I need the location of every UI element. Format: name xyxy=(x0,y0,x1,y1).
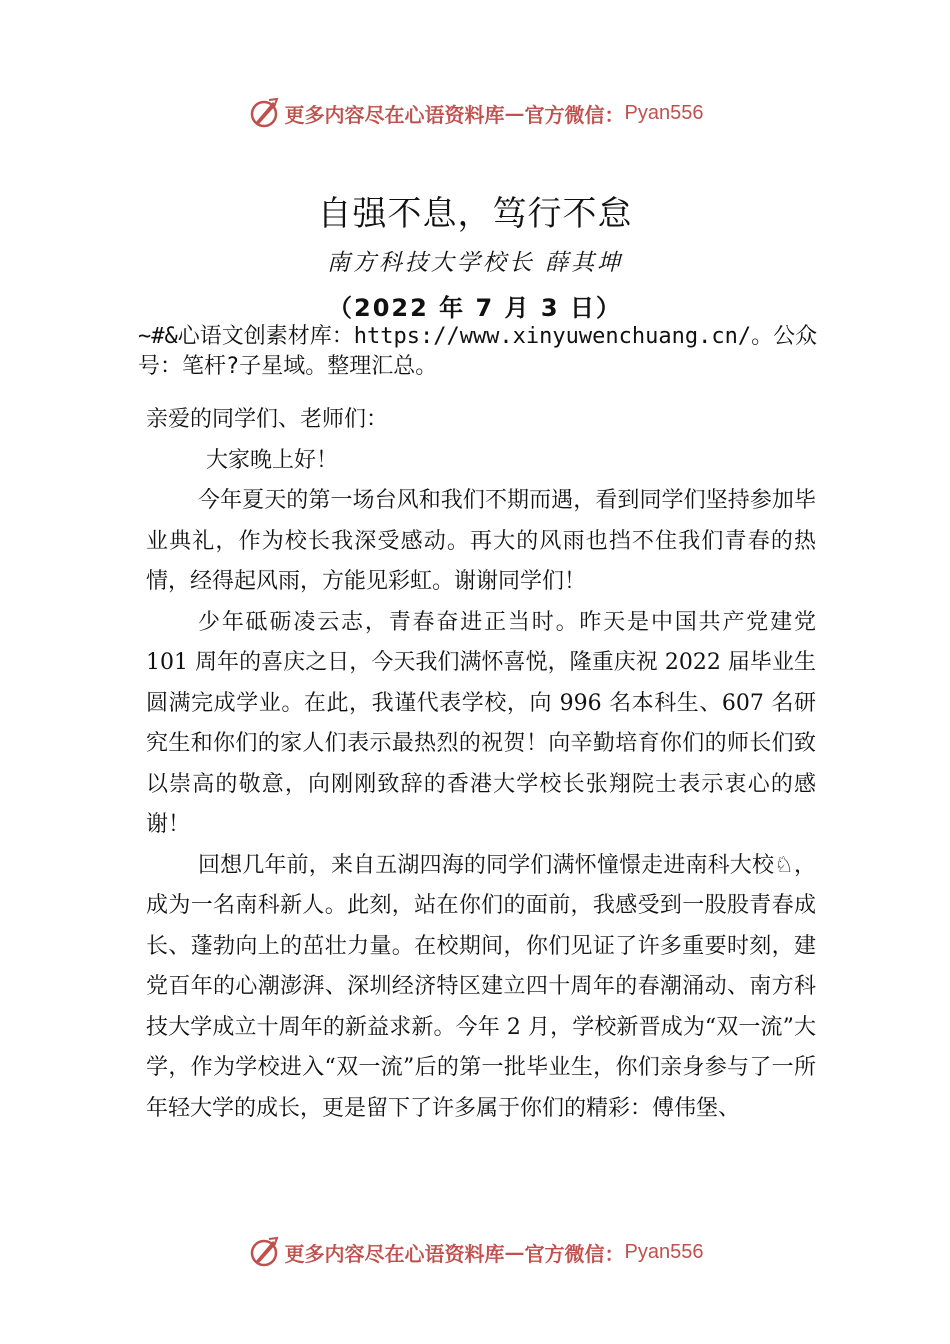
paragraph: 回想几年前，来自五湖四海的同学们满怀憧憬走进南科大校♘，成为一名南科新人。此刻，站在你们的面前，我感受到一股股青春成长、蓬勃向上的茁壮力量。在校期间，你们见证了许多重要时刻，建党百年的心潮澎湃、深圳经济特区建立四十周年的春潮涌动、南方科技大学成立十周年的新益求新。今年 2 月，学校新晋成为“双一流”大学，作为学校进入“双一流”后的第一批毕业生，你们亲身参与了一所年轻大学的成长，更是留下了许多属于你们的精彩：傅伟堡、 xyxy=(146,852,816,1121)
banner-dash: — xyxy=(504,101,525,125)
banner-wechat-id: Pyan556 xyxy=(624,1240,704,1263)
paragraph: 少年砥砺凌云志，青春奋进正当时。昨天是中国共产党建党 101 周年的喜庆之日，今天我们满怀喜悦，隆重庆祝 2022 届毕业生圆满完成学业。在此，我谨代表学校，向 996 名本科生、607 名研究生和你们的家人们表示最热烈的祝贺！向辛勤培育你们的师长们致以崇高的敬意，向刚刚致辞的香港大学校长张翔院士表示衷心的感谢！ xyxy=(146,609,816,837)
document-title: 自强不息，笃行不怠 xyxy=(317,194,633,234)
banner-wechat-label: 官方微信： xyxy=(524,1241,625,1266)
speech-body xyxy=(146,400,816,1129)
salute-line: 大家晚上好！ xyxy=(206,447,339,473)
paragraph: 今年夏天的第一场台风和我们不期而遇，看到同学们坚持参加毕业典礼，作为校长我深受感动。再大的风雨也挡不住我们青春的热情，经得起风雨，方能见彩虹。谢谢同学们！ xyxy=(146,488,816,594)
banner-promo-text: 更多内容尽在心语资料库 xyxy=(284,102,505,127)
document-date: （2022 年 7 月 3 日） xyxy=(328,294,622,322)
document-author: 南方科技大学校长 薛其坤 xyxy=(326,250,624,276)
quill-logo-icon xyxy=(247,1235,281,1269)
banner-wechat-label: 官方微信： xyxy=(524,102,625,127)
footer-banner xyxy=(0,1232,950,1272)
header-banner xyxy=(0,93,950,133)
banner-promo-text: 更多内容尽在心语资料库 xyxy=(284,1241,505,1266)
greeting-line: 亲爱的同学们、老师们： xyxy=(146,407,389,432)
source-note: ~#&心语文创素材库：https://www.xinyuwenchuang.cn/。公众号：笔杆?子星域。整理汇总。 xyxy=(138,324,818,379)
quill-logo-icon xyxy=(247,96,281,130)
banner-dash: — xyxy=(504,1240,525,1264)
banner-wechat-id: Pyan556 xyxy=(624,101,704,124)
